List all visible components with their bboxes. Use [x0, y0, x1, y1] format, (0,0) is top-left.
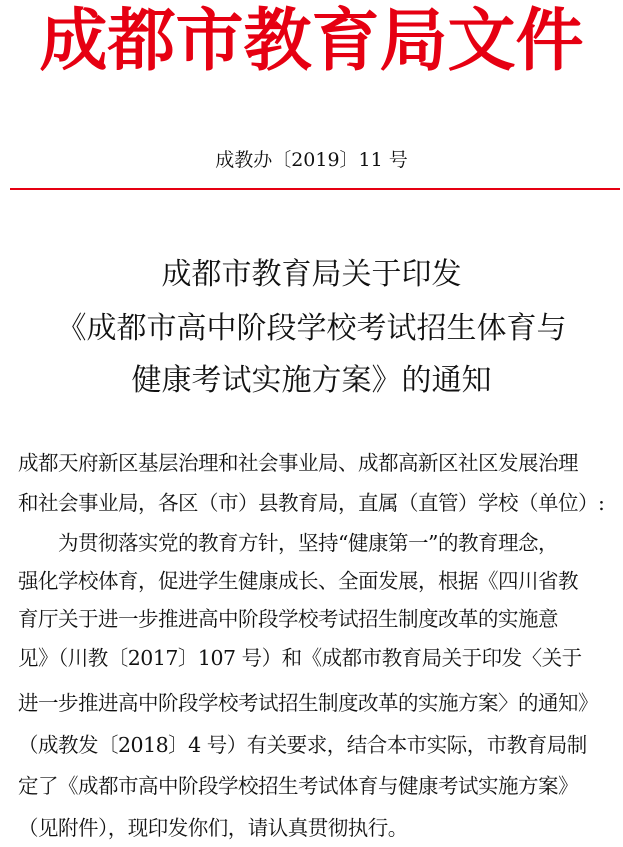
body-line-8: （成教发〔2018〕4 号）有关要求，结合本市实际，市教育局制	[18, 733, 587, 757]
masthead-title: 成都市教育局文件	[39, 2, 584, 81]
body-line-3: 为贯彻落实党的教育方针，坚持“健康第一”的教育理念，	[18, 531, 558, 555]
notice-title-line-1: 成都市教育局关于印发	[161, 257, 462, 292]
document-number: 成教办〔2019〕11 号	[215, 149, 408, 171]
notice-title-line-2: 《成都市高中阶段学校考试招生体育与	[56, 311, 567, 346]
body-line-9: 定了《成都市高中阶段学校招生考试体育与健康考试实施方案》	[18, 774, 578, 798]
notice-title-line-3: 健康考试实施方案》的通知	[131, 363, 492, 398]
body-line-10: （见附件），现印发你们，请认真贯彻执行。	[18, 816, 408, 840]
body-line-6: 见》（川教〔2017〕107 号）和《成都市教育局关于印发〈关于	[18, 646, 582, 670]
red-divider-line	[10, 188, 620, 190]
body-line-1: 成都天府新区基层治理和社会事业局、成都高新区社区发展治理	[18, 451, 578, 475]
body-line-5: 育厅关于进一步推进高中阶段学校考试招生制度改革的实施意	[18, 607, 558, 631]
body-line-2: 和社会事业局，各区（市）县教育局，直属（直管）学校（单位）:	[18, 491, 605, 515]
body-line-4: 强化学校体育，促进学生健康成长、全面发展，根据《四川省教	[18, 569, 578, 593]
body-line-7: 进一步推进高中阶段学校考试招生制度改革的实施方案〉的通知》	[18, 691, 598, 715]
